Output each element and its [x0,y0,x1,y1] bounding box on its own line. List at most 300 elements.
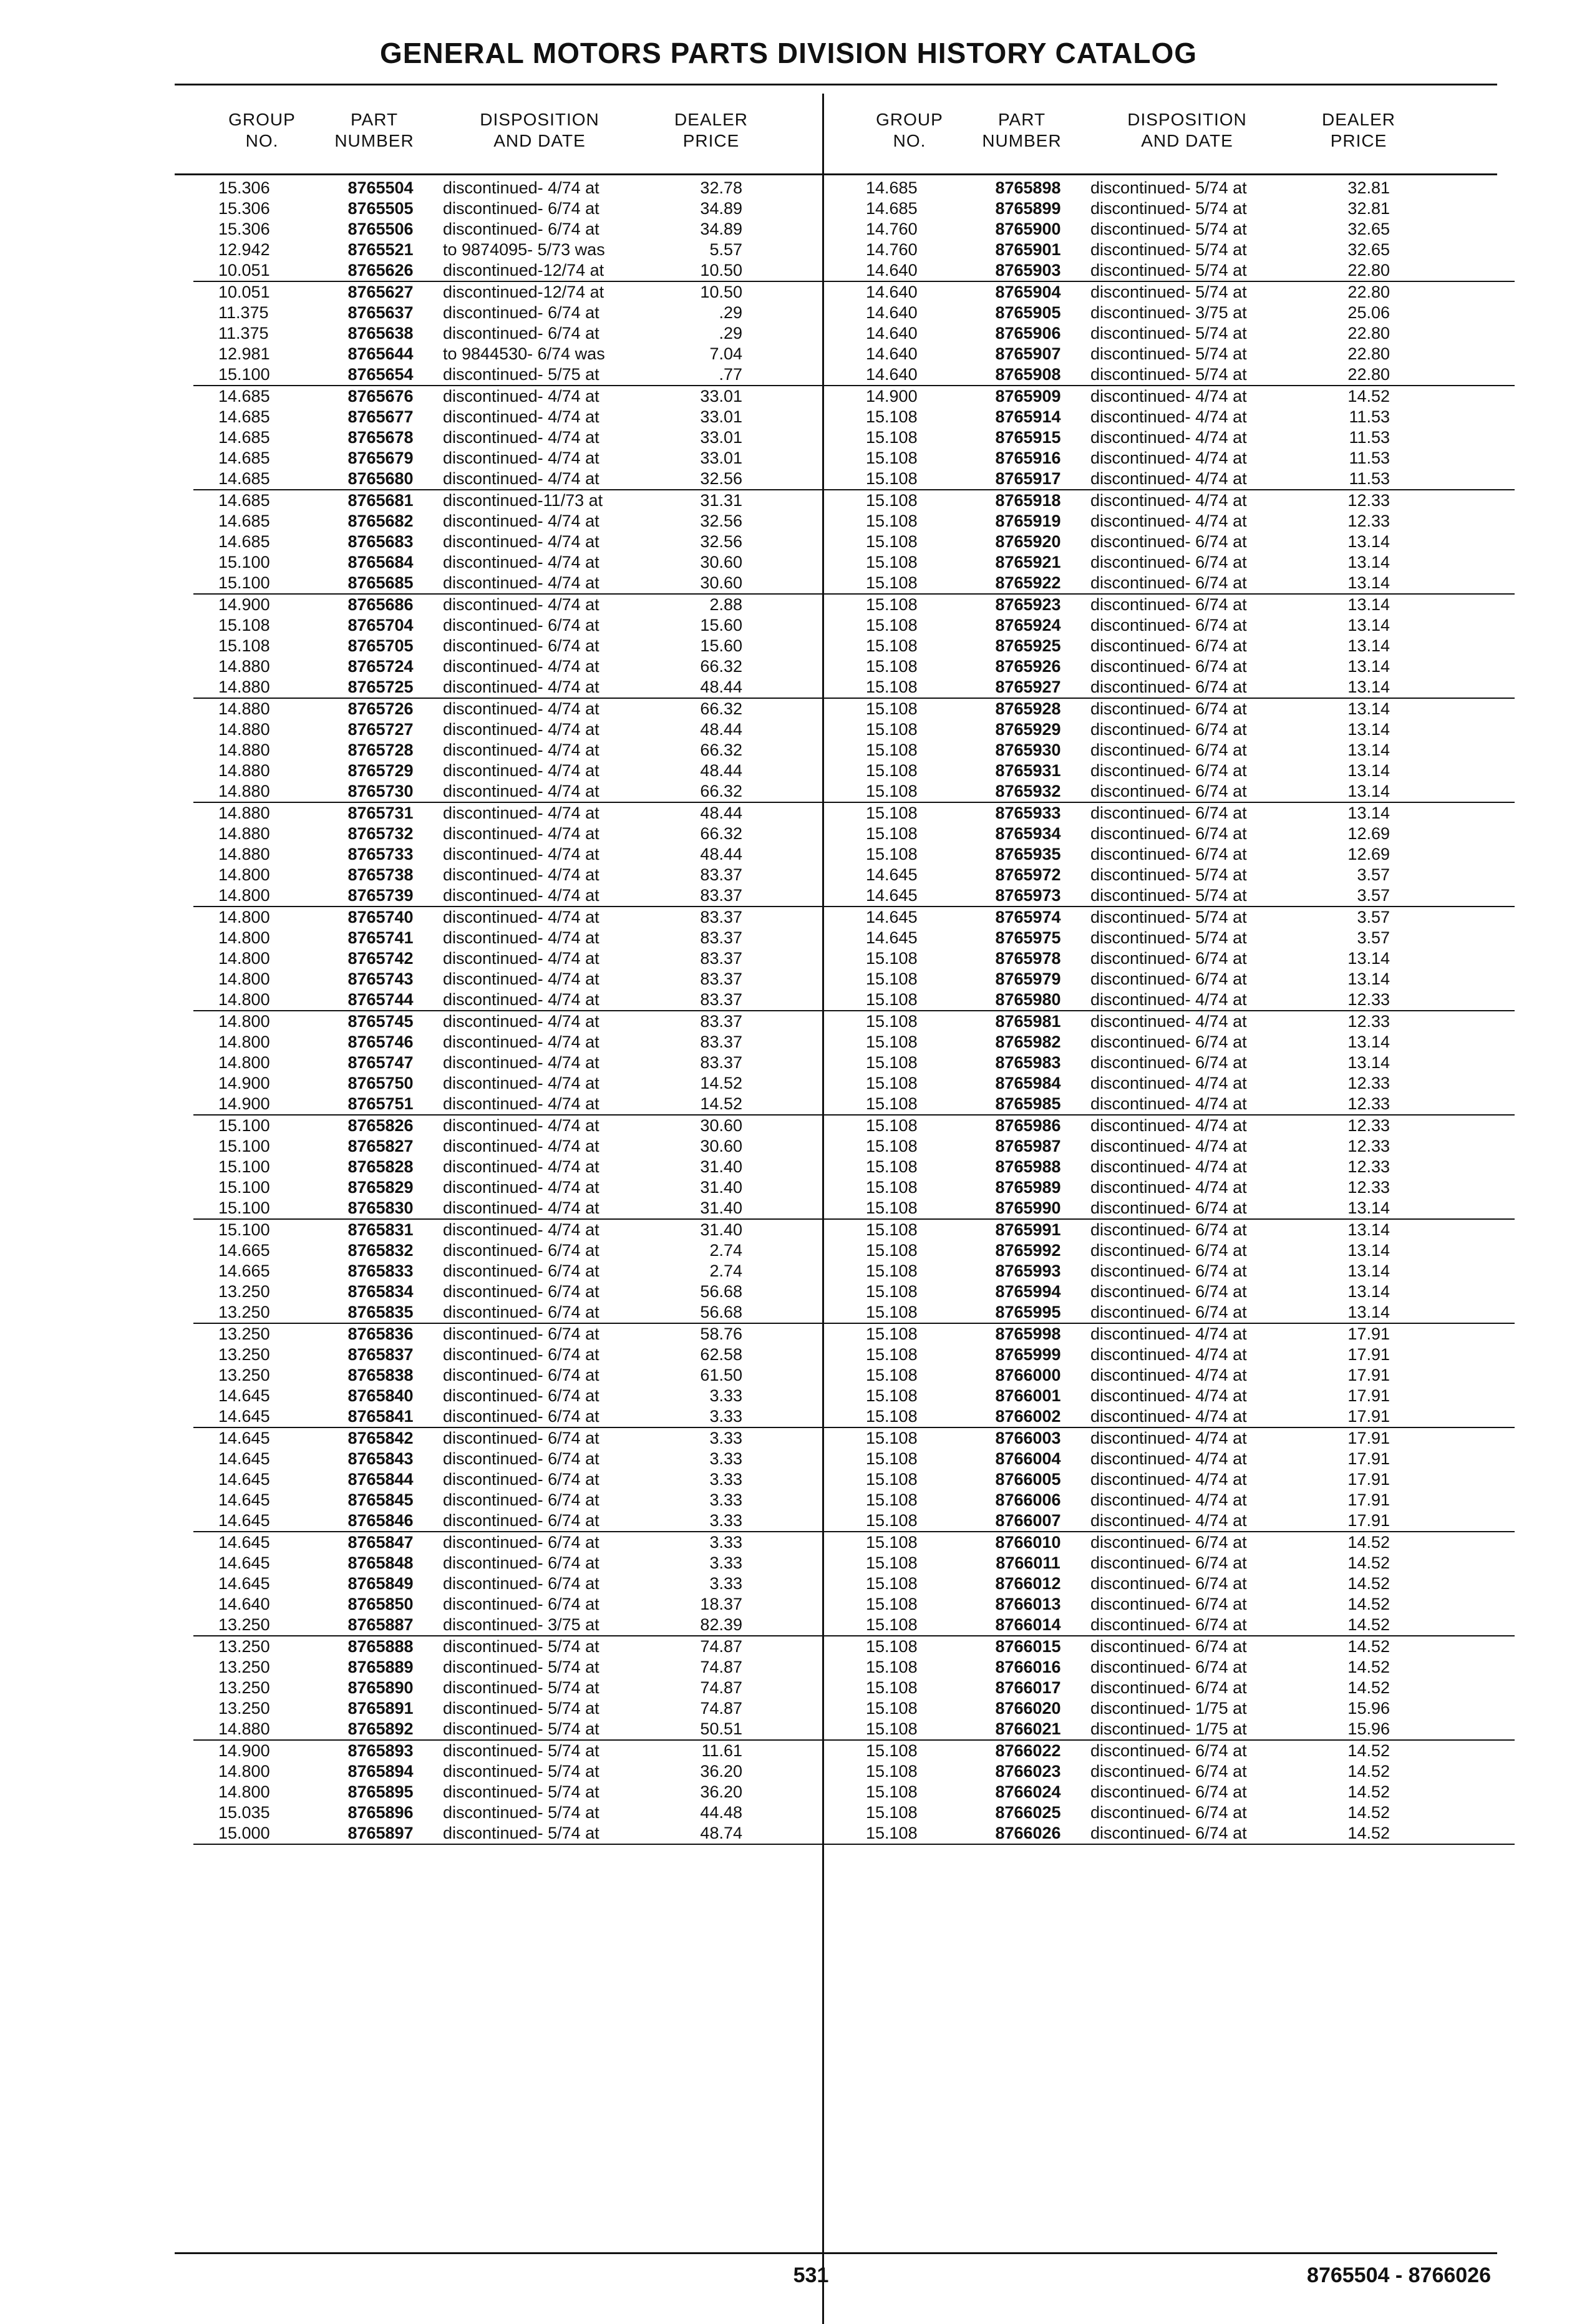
group-no-cell: 14.800 [218,970,270,988]
part-number-cell: 8765680 [347,469,414,488]
table-row [193,948,867,969]
table-row [841,1198,1515,1220]
dealer-price-cell: 32.81 [1347,178,1390,197]
table-row [841,885,1515,907]
table-row [193,1678,867,1698]
part-range: 8765504 - 8766026 [1307,2263,1491,2287]
disposition-cell: discontinued- 4/74 at [443,845,599,863]
table-row [193,1553,867,1573]
dealer-price-header: DEALER PRICE [1321,110,1396,150]
table-row [193,573,867,595]
part-number-cell: 8765916 [995,449,1061,467]
disposition-cell: discontinued- 4/74 at [443,824,599,843]
table-row [841,1823,1515,1845]
table-row [193,989,867,1011]
disposition-cell: discontinued- 5/74 at [443,1803,599,1822]
disposition-cell: discontinued- 6/74 at [1090,1762,1247,1781]
disposition-cell: discontinued- 5/74 at [1090,324,1247,343]
part-number-cell: 8765845 [347,1490,414,1509]
dealer-price-cell: 30.60 [700,1137,742,1155]
disposition-cell: discontinued- 6/74 at [1090,553,1247,571]
dealer-price-cell: 13.14 [1347,1053,1390,1072]
dealer-price-cell: 14.52 [1347,1678,1390,1697]
table-row [193,1782,867,1802]
part-number-cell: 8765991 [995,1220,1061,1239]
dealer-price-cell: 3.33 [709,1429,742,1447]
part-number-cell: 8765980 [995,990,1061,1009]
table-row [193,719,867,740]
dealer-price-cell: 66.32 [700,824,742,843]
table-row [193,427,867,448]
part-number-cell: 8765627 [347,283,414,301]
table-row [193,1594,867,1615]
part-number-cell: 8765901 [995,240,1061,259]
dealer-price-cell: 32.65 [1347,220,1390,238]
group-no-cell: 14.685 [218,428,270,447]
disposition-cell: discontinued- 5/74 at [1090,865,1247,884]
dealer-price-cell: 61.50 [700,1366,742,1384]
part-number-cell: 8765922 [995,573,1061,592]
part-number-cell: 8765897 [347,1824,414,1842]
disposition-cell: discontinued- 5/74 at [1090,240,1247,259]
part-number-cell: 8766011 [996,1553,1060,1572]
disposition-cell: discontinued- 5/74 at [1090,199,1247,218]
group-no-cell: 15.108 [866,1157,918,1176]
dealer-price-cell: 22.80 [1347,283,1390,301]
disposition-cell: discontinued- 5/74 at [1090,220,1247,238]
dealer-price-cell: 14.52 [700,1074,742,1092]
table-row [193,260,867,282]
disposition-header: DISPOSITION AND DATE [1127,110,1247,150]
part-number-cell: 8765933 [995,804,1061,822]
disposition-cell: discontinued- 6/74 at [443,1386,599,1405]
group-no-cell: 15.108 [866,678,918,696]
dealer-price-cell: 3.33 [709,1511,742,1530]
disposition-cell: discontinued- 5/74 at [443,1824,599,1842]
table-row [841,1261,1515,1281]
table-row [841,1094,1515,1116]
table-row [193,219,867,240]
dealer-price-cell: 13.14 [1347,949,1390,968]
part-number-cell: 8765894 [347,1762,414,1781]
dealer-price-cell: 50.51 [700,1719,742,1738]
dealer-price-cell: 13.14 [1347,616,1390,634]
dealer-price-cell: .29 [719,324,742,343]
part-number-cell: 8765919 [995,512,1061,530]
dealer-price-cell: 3.33 [709,1533,742,1552]
table-row [841,1594,1515,1615]
part-number-cell: 8766025 [995,1803,1061,1822]
part-number-cell: 8765832 [347,1241,414,1260]
group-no-cell: 14.900 [218,1741,270,1760]
group-no-cell: 13.250 [218,1282,270,1301]
part-number-cell: 8765683 [347,532,414,551]
group-no-cell: 14.800 [218,1782,270,1801]
part-number-cell: 8765905 [995,303,1061,322]
disposition-cell: discontinued- 5/75 at [443,365,599,384]
table-row [841,1802,1515,1823]
disposition-cell: discontinued- 4/74 at [1090,469,1247,488]
dealer-price-cell: 15.60 [700,636,742,655]
disposition-cell: to 9844530- 6/74 was [443,344,605,363]
dealer-price-cell: 17.91 [1347,1511,1390,1530]
part-number-cell: 8766005 [995,1470,1061,1489]
dealer-price-cell: 14.52 [1347,1595,1390,1613]
disposition-cell: discontinued- 4/74 at [443,804,599,822]
disposition-cell: discontinued- 6/74 at [1090,699,1247,718]
table-row [193,1490,867,1510]
disposition-cell: discontinued- 4/74 at [443,865,599,884]
group-no-cell: 14.880 [218,657,270,676]
part-number-cell: 8766014 [995,1615,1061,1634]
table-row [193,1032,867,1053]
disposition-cell: discontinued- 6/74 at [443,1262,599,1280]
table-row [193,1469,867,1490]
part-number-cell: 8766002 [995,1407,1061,1426]
table-row [841,532,1515,552]
table-row [193,511,867,532]
footer-rule [175,2252,1497,2254]
part-number-cell: 8765974 [995,908,1061,926]
table-row [841,948,1515,969]
table-row [841,282,1515,303]
table-row [841,1220,1515,1240]
disposition-cell: discontinued- 6/74 at [443,1303,599,1321]
group-no-cell: 15.108 [866,491,918,510]
table-row [193,1657,867,1678]
disposition-cell: discontinued- 6/74 at [443,1325,599,1343]
dealer-price-cell: 12.33 [1347,512,1390,530]
disposition-cell: discontinued- 5/74 at [1090,928,1247,947]
dealer-price-cell: 3.33 [709,1449,742,1468]
dealer-price-cell: 31.40 [700,1157,742,1176]
table-row [841,1428,1515,1449]
part-number-cell: 8765738 [347,865,414,884]
disposition-cell: discontinued- 4/74 at [443,908,599,926]
group-no-cell: 15.108 [866,657,918,676]
dealer-price-cell: 30.60 [700,573,742,592]
dealer-price-cell: 14.52 [1347,1553,1390,1572]
disposition-cell: discontinued- 4/74 at [443,1053,599,1072]
group-no-cell: 14.880 [218,761,270,780]
table-row [193,1302,867,1324]
part-number-cell: 8765744 [347,990,414,1009]
page-number: 531 [793,2263,829,2287]
part-number-cell: 8765836 [347,1325,414,1343]
table-row [841,1136,1515,1157]
disposition-cell: discontinued- 4/74 at [443,428,599,447]
dealer-price-cell: 83.37 [700,908,742,926]
group-no-cell: 14.640 [866,261,918,280]
group-no-cell: 14.645 [218,1386,270,1405]
part-number-cell: 8765729 [347,761,414,780]
disposition-cell: discontinued- 5/74 at [1090,283,1247,301]
group-no-cell: 15.108 [866,720,918,739]
part-number-cell: 8765846 [347,1511,414,1530]
dealer-price-cell: 30.60 [700,553,742,571]
dealer-price-cell: 3.33 [709,1574,742,1593]
dealer-price-cell: 14.52 [1347,1803,1390,1822]
group-no-cell: 15.108 [866,1366,918,1384]
dealer-price-cell: .77 [719,365,742,384]
disposition-cell: discontinued- 6/74 at [443,1511,599,1530]
table-row [193,636,867,656]
disposition-cell: discontinued- 4/74 at [443,1137,599,1155]
group-no-cell: 14.900 [218,1094,270,1113]
dealer-price-cell: 13.14 [1347,741,1390,759]
disposition-cell: discontinued- 6/74 at [1090,1741,1247,1760]
disposition-cell: discontinued- 5/74 at [443,1699,599,1718]
disposition-cell: discontinued- 6/74 at [1090,1574,1247,1593]
disposition-cell: discontinued-11/73 at [443,491,603,510]
table-row [841,1510,1515,1532]
group-no-cell: 13.250 [218,1325,270,1343]
part-number-cell: 8765927 [995,678,1061,696]
part-number-cell: 8765849 [347,1574,414,1593]
table-row [841,615,1515,636]
part-number-cell: 8766012 [995,1574,1061,1593]
group-no-cell: 14.880 [218,845,270,863]
dealer-price-cell: 56.68 [700,1303,742,1321]
dealer-price-cell: 17.91 [1347,1470,1390,1489]
table-row [193,282,867,303]
disposition-cell: discontinued- 6/74 at [1090,741,1247,759]
left-parts-list [193,178,867,1845]
part-number-cell: 8766021 [995,1719,1061,1738]
dealer-price-cell: 31.40 [700,1178,742,1197]
table-row [841,1344,1515,1365]
dealer-price-cell: 3.57 [1357,928,1390,947]
group-no-cell: 14.800 [218,949,270,968]
dealer-price-cell: 10.50 [700,261,742,280]
part-number-cell: 8765746 [347,1033,414,1051]
dealer-price-cell: 14.52 [1347,1824,1390,1842]
group-no-cell: 15.108 [866,1303,918,1321]
group-no-cell: 14.760 [866,240,918,259]
group-no-cell: 15.108 [866,1449,918,1468]
dealer-price-cell: 10.50 [700,283,742,301]
dealer-price-cell: 58.76 [700,1325,742,1343]
part-number-cell: 8765850 [347,1595,414,1613]
disposition-cell: discontinued- 6/74 at [443,1490,599,1509]
group-no-cell: 14.880 [218,741,270,759]
disposition-cell: discontinued- 3/75 at [443,1615,599,1634]
part-number-cell: 8765904 [995,283,1061,301]
dealer-price-cell: 12.69 [1347,824,1390,843]
dealer-price-cell: .29 [719,303,742,322]
dealer-price-cell: 17.91 [1347,1490,1390,1509]
group-no-cell: 15.108 [866,1033,918,1051]
disposition-cell: discontinued- 4/74 at [443,949,599,968]
disposition-cell: discontinued- 5/74 at [443,1762,599,1781]
part-number-cell: 8765741 [347,928,414,947]
dealer-price-cell: 12.33 [1347,1116,1390,1135]
group-no-cell: 14.640 [866,344,918,363]
part-number-cell: 8765915 [995,428,1061,447]
group-no-cell: 14.800 [218,886,270,905]
dealer-price-cell: 25.06 [1347,303,1390,322]
dealer-price-cell: 15.96 [1347,1719,1390,1738]
disposition-cell: discontinued- 6/74 at [1090,1282,1247,1301]
group-no-cell: 10.051 [218,283,270,301]
disposition-cell: discontinued- 6/74 at [1090,1553,1247,1572]
group-no-cell: 13.250 [218,1678,270,1697]
table-row [193,781,867,803]
table-row [841,1240,1515,1261]
group-no-cell: 14.800 [218,1053,270,1072]
table-row [193,303,867,323]
table-row [841,1698,1515,1719]
disposition-cell: discontinued- 4/74 at [1090,491,1247,510]
group-no-cell: 14.685 [218,387,270,406]
table-row [841,1177,1515,1198]
table-row [841,1761,1515,1782]
group-no-cell: 15.108 [866,1198,918,1217]
disposition-cell: discontinued- 6/74 at [1090,657,1247,676]
group-no-cell: 14.900 [218,595,270,614]
disposition-cell: discontinued- 6/74 at [1090,678,1247,696]
disposition-cell: discontinued- 6/74 at [1090,1220,1247,1239]
table-row [193,1157,867,1177]
dealer-price-cell: 13.14 [1347,1303,1390,1321]
dealer-price-cell: 13.14 [1347,532,1390,551]
dealer-price-cell: 12.33 [1347,1074,1390,1092]
disposition-cell: discontinued- 5/74 at [1090,344,1247,363]
table-row [841,1281,1515,1302]
right-column [841,109,1515,1842]
table-row [841,1406,1515,1428]
disposition-cell: discontinued- 6/74 at [443,1366,599,1384]
disposition-cell: discontinued- 6/74 at [1090,761,1247,780]
group-no-cell: 15.100 [218,1220,270,1239]
table-row [841,1469,1515,1490]
disposition-cell: discontinued- 6/74 at [1090,1637,1247,1656]
table-row [841,1324,1515,1344]
table-row [193,865,867,885]
disposition-cell: discontinued- 4/74 at [443,761,599,780]
disposition-cell: discontinued- 4/74 at [443,1157,599,1176]
part-number-cell: 8765909 [995,387,1061,406]
part-number-cell: 8765898 [995,178,1061,197]
table-row [841,240,1515,260]
disposition-cell: discontinued- 4/74 at [443,657,599,676]
table-row [193,1719,867,1741]
disposition-cell: discontinued- 6/74 at [1090,636,1247,655]
part-number-cell: 8765733 [347,845,414,863]
part-number-cell: 8765682 [347,512,414,530]
part-number-cell: 8765891 [347,1699,414,1718]
part-number-cell: 8765924 [995,616,1061,634]
disposition-cell: discontinued- 6/74 at [443,1407,599,1426]
table-row [193,907,867,928]
part-number-cell: 8765934 [995,824,1061,843]
disposition-cell: discontinued- 4/74 at [1090,1137,1247,1155]
dealer-price-header: DEALER PRICE [674,110,749,150]
dealer-price-cell: 3.33 [709,1470,742,1489]
part-number-cell: 8765705 [347,636,414,655]
dealer-price-cell: 13.14 [1347,1033,1390,1051]
dealer-price-cell: 66.32 [700,782,742,800]
group-no-cell: 15.100 [218,1137,270,1155]
part-number-cell: 8765747 [347,1053,414,1072]
group-no-cell: 15.108 [866,699,918,718]
group-no-cell: 14.800 [218,990,270,1009]
disposition-cell: discontinued- 4/74 at [1090,1429,1247,1447]
group-no-cell: 14.665 [218,1262,270,1280]
table-row [841,1032,1515,1053]
table-row [193,1698,867,1719]
right-parts-list [841,178,1515,1845]
part-number-header: PART NUMBER [334,110,414,150]
disposition-cell: discontinued- 4/74 at [443,553,599,571]
table-row [841,1490,1515,1510]
table-row [193,1615,867,1636]
disposition-cell: discontinued- 4/74 at [443,387,599,406]
disposition-cell: discontinued- 6/74 at [443,1429,599,1447]
group-no-cell: 14.640 [866,283,918,301]
dealer-price-cell: 3.57 [1357,908,1390,926]
group-no-cell: 14.685 [218,491,270,510]
table-row [193,1802,867,1823]
part-number-cell: 8766001 [995,1386,1061,1405]
table-row [841,490,1515,511]
table-row [193,1636,867,1657]
dealer-price-cell: 13.14 [1347,1262,1390,1280]
part-number-cell: 8765750 [347,1074,414,1092]
dealer-price-cell: 32.65 [1347,240,1390,259]
dealer-price-cell: 32.78 [700,178,742,197]
part-number-cell: 8766015 [995,1637,1061,1656]
part-number-cell: 8765889 [347,1658,414,1676]
table-row [841,198,1515,219]
group-no-cell: 11.375 [218,303,269,322]
dealer-price-cell: 48.44 [700,761,742,780]
group-no-cell: 14.640 [866,303,918,322]
group-no-cell: 14.800 [218,1012,270,1031]
disposition-cell: discontinued- 3/75 at [1090,303,1247,322]
disposition-cell: discontinued- 4/74 at [1090,428,1247,447]
disposition-cell: discontinued- 4/74 at [443,699,599,718]
part-number-cell: 8765914 [995,407,1061,426]
part-number-cell: 8765732 [347,824,414,843]
part-number-cell: 8766007 [995,1511,1061,1530]
table-row [193,1386,867,1406]
table-row [841,989,1515,1011]
part-number-cell: 8765921 [995,553,1061,571]
table-row [841,178,1515,198]
disposition-cell: discontinued- 6/74 at [1090,1678,1247,1697]
dealer-price-cell: 17.91 [1347,1325,1390,1343]
part-number-cell: 8765908 [995,365,1061,384]
table-row [841,595,1515,615]
group-no-cell: 15.108 [866,1282,918,1301]
dealer-price-cell: 13.14 [1347,699,1390,718]
group-no-cell: 14.645 [218,1533,270,1552]
group-no-cell: 15.100 [218,1157,270,1176]
part-number-cell: 8765827 [347,1137,414,1155]
disposition-cell: discontinued- 4/74 at [1090,1366,1247,1384]
part-number-cell: 8765848 [347,1553,414,1572]
group-no-cell: 14.645 [866,908,918,926]
group-no-cell: 15.100 [218,1178,270,1197]
disposition-cell: discontinued- 4/74 at [1090,449,1247,467]
dealer-price-cell: 66.32 [700,657,742,676]
table-row [841,344,1515,364]
part-number-cell: 8765837 [347,1345,414,1364]
group-no-cell: 15.108 [866,1178,918,1197]
table-row [193,448,867,469]
disposition-cell: discontinued- 4/74 at [1090,1490,1247,1509]
